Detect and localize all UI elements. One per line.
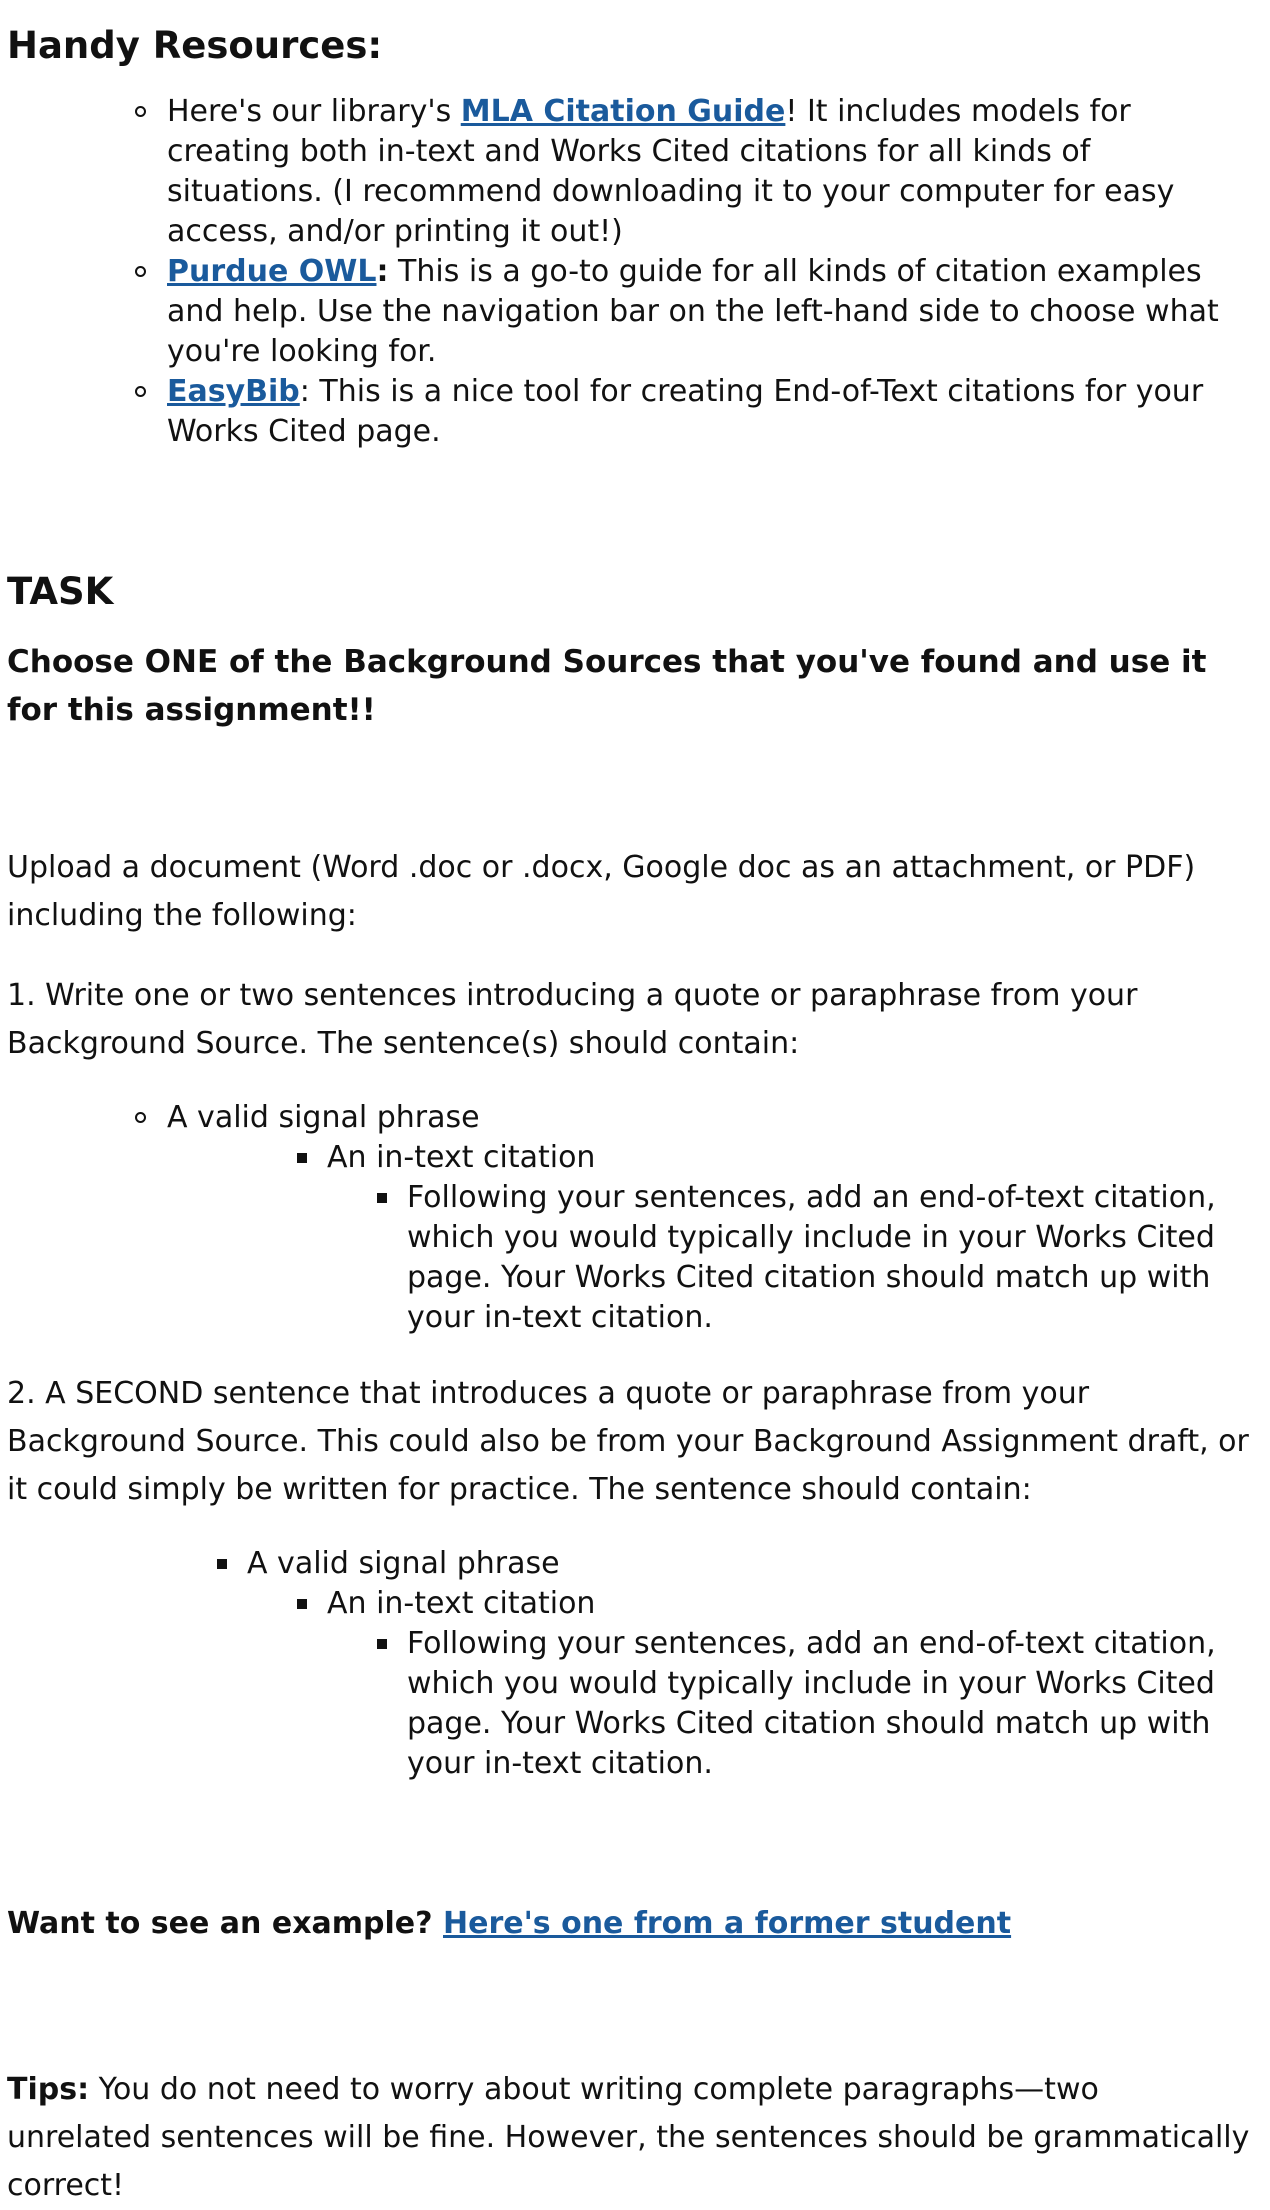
list-item: Following your sentences, add an end-of-text citation, which you would typically include in your Works Cited page. Your Works Cited citation should match up with your in-text citation. bbox=[407, 1624, 1250, 1784]
resource-separator: : bbox=[376, 254, 389, 289]
nested-list bbox=[327, 1178, 1250, 1338]
resource-text: ! It includes models for creating both in-text and Works Cited citations for all kinds of situations. (I recommend downloading it to your computer for easy access, and/or printing it out!) bbox=[167, 94, 1175, 249]
list-item bbox=[167, 92, 1250, 252]
resources-heading: Handy Resources: bbox=[7, 24, 383, 67]
easybib-link[interactable]: EasyBib bbox=[167, 374, 300, 409]
example-prompt: Want to see an example? bbox=[7, 1906, 443, 1941]
example-line bbox=[7, 1900, 1250, 1948]
list-item: Following your sentences, add an end-of-text citation, which you would typically include in your Works Cited page. Your Works Cited citation should match up with your in-text citation. bbox=[407, 1178, 1250, 1338]
purdue-owl-link[interactable]: Purdue OWL bbox=[167, 254, 377, 289]
tips-paragraph bbox=[7, 2066, 1250, 2210]
in-text-citation-item: An in-text citation bbox=[327, 1586, 596, 1621]
tips-label: Tips: bbox=[7, 2072, 90, 2107]
nested-list bbox=[167, 1138, 1250, 1338]
resources-list bbox=[7, 92, 1250, 452]
signal-phrase-item: A valid signal phrase bbox=[247, 1546, 560, 1581]
step-two-list bbox=[7, 1544, 1250, 1784]
upload-instruction: Upload a document (Word .doc or .docx, Google doc as an attachment, or PDF) including the following: bbox=[7, 850, 1196, 933]
list-item bbox=[247, 1544, 1250, 1784]
step-two: 2. A SECOND sentence that introduces a quote or paraphrase from your Background Source. This could also be from your Background Assignment draft, or it could simply be written for practice. The sentence should contain: bbox=[7, 1376, 1249, 1507]
resource-text: : This is a nice tool for creating End-of-Text citations for your Works Cited page. bbox=[167, 374, 1204, 449]
mla-citation-guide-link[interactable]: MLA Citation Guide bbox=[460, 94, 786, 129]
resource-text: Here's our library's bbox=[167, 94, 461, 129]
choose-instruction: Choose ONE of the Background Sources that you've found and use it for this assignment!! bbox=[7, 644, 1207, 728]
in-text-citation-item: An in-text citation bbox=[327, 1140, 596, 1175]
task-heading bbox=[7, 570, 1250, 614]
list-item bbox=[167, 252, 1250, 372]
step-one-list bbox=[7, 1098, 1250, 1338]
nested-list bbox=[247, 1584, 1250, 1784]
list-item bbox=[327, 1138, 1250, 1338]
tips-text: You do not need to worry about writing complete paragraphs—two unrelated sentences will be fine. However, the sentences should be grammatically correct! bbox=[7, 2072, 1250, 2203]
list-item bbox=[167, 1098, 1250, 1338]
list-item bbox=[167, 372, 1250, 452]
task-heading-text: TASK bbox=[7, 570, 114, 613]
resource-text: This is a go-to guide for all kinds of citation examples and help. Use the navigation bar on the left-hand side to choose what you're looking for. bbox=[167, 254, 1219, 369]
signal-phrase-item: A valid signal phrase bbox=[167, 1100, 480, 1135]
example-link[interactable]: Here's one from a former student bbox=[443, 1906, 1012, 1941]
nested-list bbox=[327, 1624, 1250, 1784]
step-one: 1. Write one or two sentences introducing a quote or paraphrase from your Background Source. The sentence(s) should contain: bbox=[7, 978, 1138, 1061]
list-item bbox=[327, 1584, 1250, 1784]
